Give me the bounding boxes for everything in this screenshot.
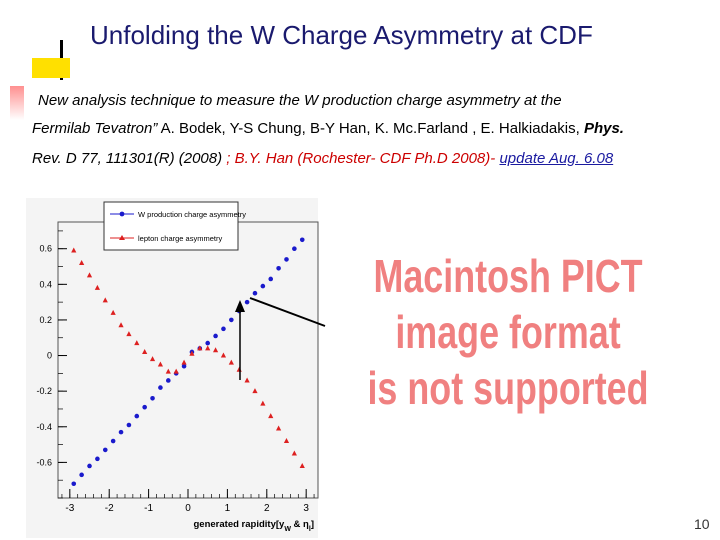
series-1-point-10 xyxy=(150,356,155,361)
legend xyxy=(104,202,246,250)
series-1-point-26 xyxy=(276,426,281,431)
series-0-point-6 xyxy=(119,430,124,435)
series-0-point-3 xyxy=(95,457,100,462)
series-0-point-19 xyxy=(221,327,226,332)
x-tick-label: -2 xyxy=(104,503,114,514)
series-1-point-29 xyxy=(300,463,305,468)
pict-placeholder xyxy=(363,248,653,416)
series-1-point-24 xyxy=(260,401,265,406)
pict-line-3: is not supported xyxy=(367,362,649,414)
series-1-point-14 xyxy=(181,360,186,365)
series-1-point-13 xyxy=(174,369,179,374)
x-tick-label: -1 xyxy=(144,503,154,514)
series-0-point-18 xyxy=(213,334,218,339)
series-1-point-7 xyxy=(126,331,131,336)
series-0-point-27 xyxy=(284,257,289,262)
x-tick-label: -3 xyxy=(65,503,75,514)
series-1-point-17 xyxy=(205,345,210,350)
series-1-point-2 xyxy=(87,272,92,277)
line2-journal: Fermilab Tevatron” xyxy=(32,120,158,137)
series-0-point-5 xyxy=(111,439,116,444)
series-1-point-4 xyxy=(103,297,108,302)
series-0-point-11 xyxy=(158,385,163,390)
line3-reference: Rev. D 77, 111301(R) (2008) xyxy=(32,150,223,167)
text-line-1: New analysis technique to measure the W production charge asymmetry at the xyxy=(38,92,562,109)
series-0-point-22 xyxy=(245,300,250,305)
series-1-point-6 xyxy=(118,322,123,327)
legend-label-0: W production charge asymmetry xyxy=(138,210,246,219)
series-0-point-7 xyxy=(127,423,132,428)
line2-phys: Phys. xyxy=(583,120,624,137)
legend-label-1: lepton charge asymmetry xyxy=(138,234,223,243)
pict-line-1: Macintosh PICT xyxy=(373,250,643,302)
axes-layer xyxy=(36,222,318,533)
series-1-point-19 xyxy=(221,353,226,358)
annotation-arrow-line xyxy=(250,298,325,326)
series-0-point-20 xyxy=(229,318,234,323)
series-0-point-23 xyxy=(253,291,258,296)
y-tick-label: 0.6 xyxy=(39,243,52,254)
series-0-point-4 xyxy=(103,448,108,453)
pict-line-2: image format xyxy=(395,306,621,358)
line2-authors: A. Bodek, Y-S Chung, B-Y Han, K. Mc.Farland , E. Halkiadakis, xyxy=(160,120,580,137)
series-0-point-24 xyxy=(261,284,266,289)
series-1-point-25 xyxy=(268,413,273,418)
page-number: 10 xyxy=(694,516,710,532)
x-tick-label: 1 xyxy=(224,503,231,514)
y-tick-label: -0.4 xyxy=(36,421,52,432)
x-tick-label: 2 xyxy=(264,503,270,514)
series-1-point-21 xyxy=(237,367,242,372)
series-0-point-17 xyxy=(205,341,210,346)
points-layer xyxy=(71,238,305,487)
annotation-arrowhead xyxy=(235,300,245,312)
series-0-point-29 xyxy=(300,238,305,243)
series-0-point-9 xyxy=(142,405,147,410)
series-0-point-1 xyxy=(79,473,84,478)
series-1-point-0 xyxy=(71,247,76,252)
series-1-point-22 xyxy=(244,377,249,382)
y-tick-label: 0.4 xyxy=(39,279,52,290)
x-tick-label: 3 xyxy=(303,503,309,514)
series-1-point-11 xyxy=(158,361,163,366)
slide-title: Unfolding the W Charge Asymmetry at CDF xyxy=(90,20,593,50)
series-0-point-2 xyxy=(87,464,92,469)
series-1-point-12 xyxy=(166,369,171,374)
series-1-point-18 xyxy=(213,347,218,352)
series-0-point-0 xyxy=(71,481,76,486)
x-axis-label: generated $rapidity[y_W$ & $\eta_l$] xyxy=(193,519,314,533)
line3-thesis: ; B.Y. Han (Rochester- CDF Ph.D 2008)- xyxy=(226,150,496,167)
series-0-point-28 xyxy=(292,246,297,251)
series-1-point-23 xyxy=(252,388,257,393)
series-1-point-27 xyxy=(284,438,289,443)
y-tick-label: 0 xyxy=(46,350,52,361)
series-1-point-20 xyxy=(229,360,234,365)
y-tick-label: -0.2 xyxy=(36,386,52,397)
series-0-point-10 xyxy=(150,396,155,401)
y-tick-label: 0.2 xyxy=(39,314,52,325)
x-tick-label: 0 xyxy=(185,503,191,514)
series-0-point-26 xyxy=(276,266,281,271)
y-tick-label: -0.6 xyxy=(36,457,52,468)
series-1-point-28 xyxy=(292,450,297,455)
legend-marker-0 xyxy=(120,212,125,217)
series-0-point-12 xyxy=(166,378,171,383)
series-1-point-5 xyxy=(111,310,116,315)
series-1-point-9 xyxy=(142,349,147,354)
update-link[interactable]: update Aug. 6.08 xyxy=(499,150,614,167)
series-0-point-25 xyxy=(268,277,273,282)
series-0-point-8 xyxy=(134,414,139,419)
series-1-point-3 xyxy=(95,285,100,290)
series-1-point-1 xyxy=(79,260,84,265)
series-1-point-8 xyxy=(134,340,139,345)
